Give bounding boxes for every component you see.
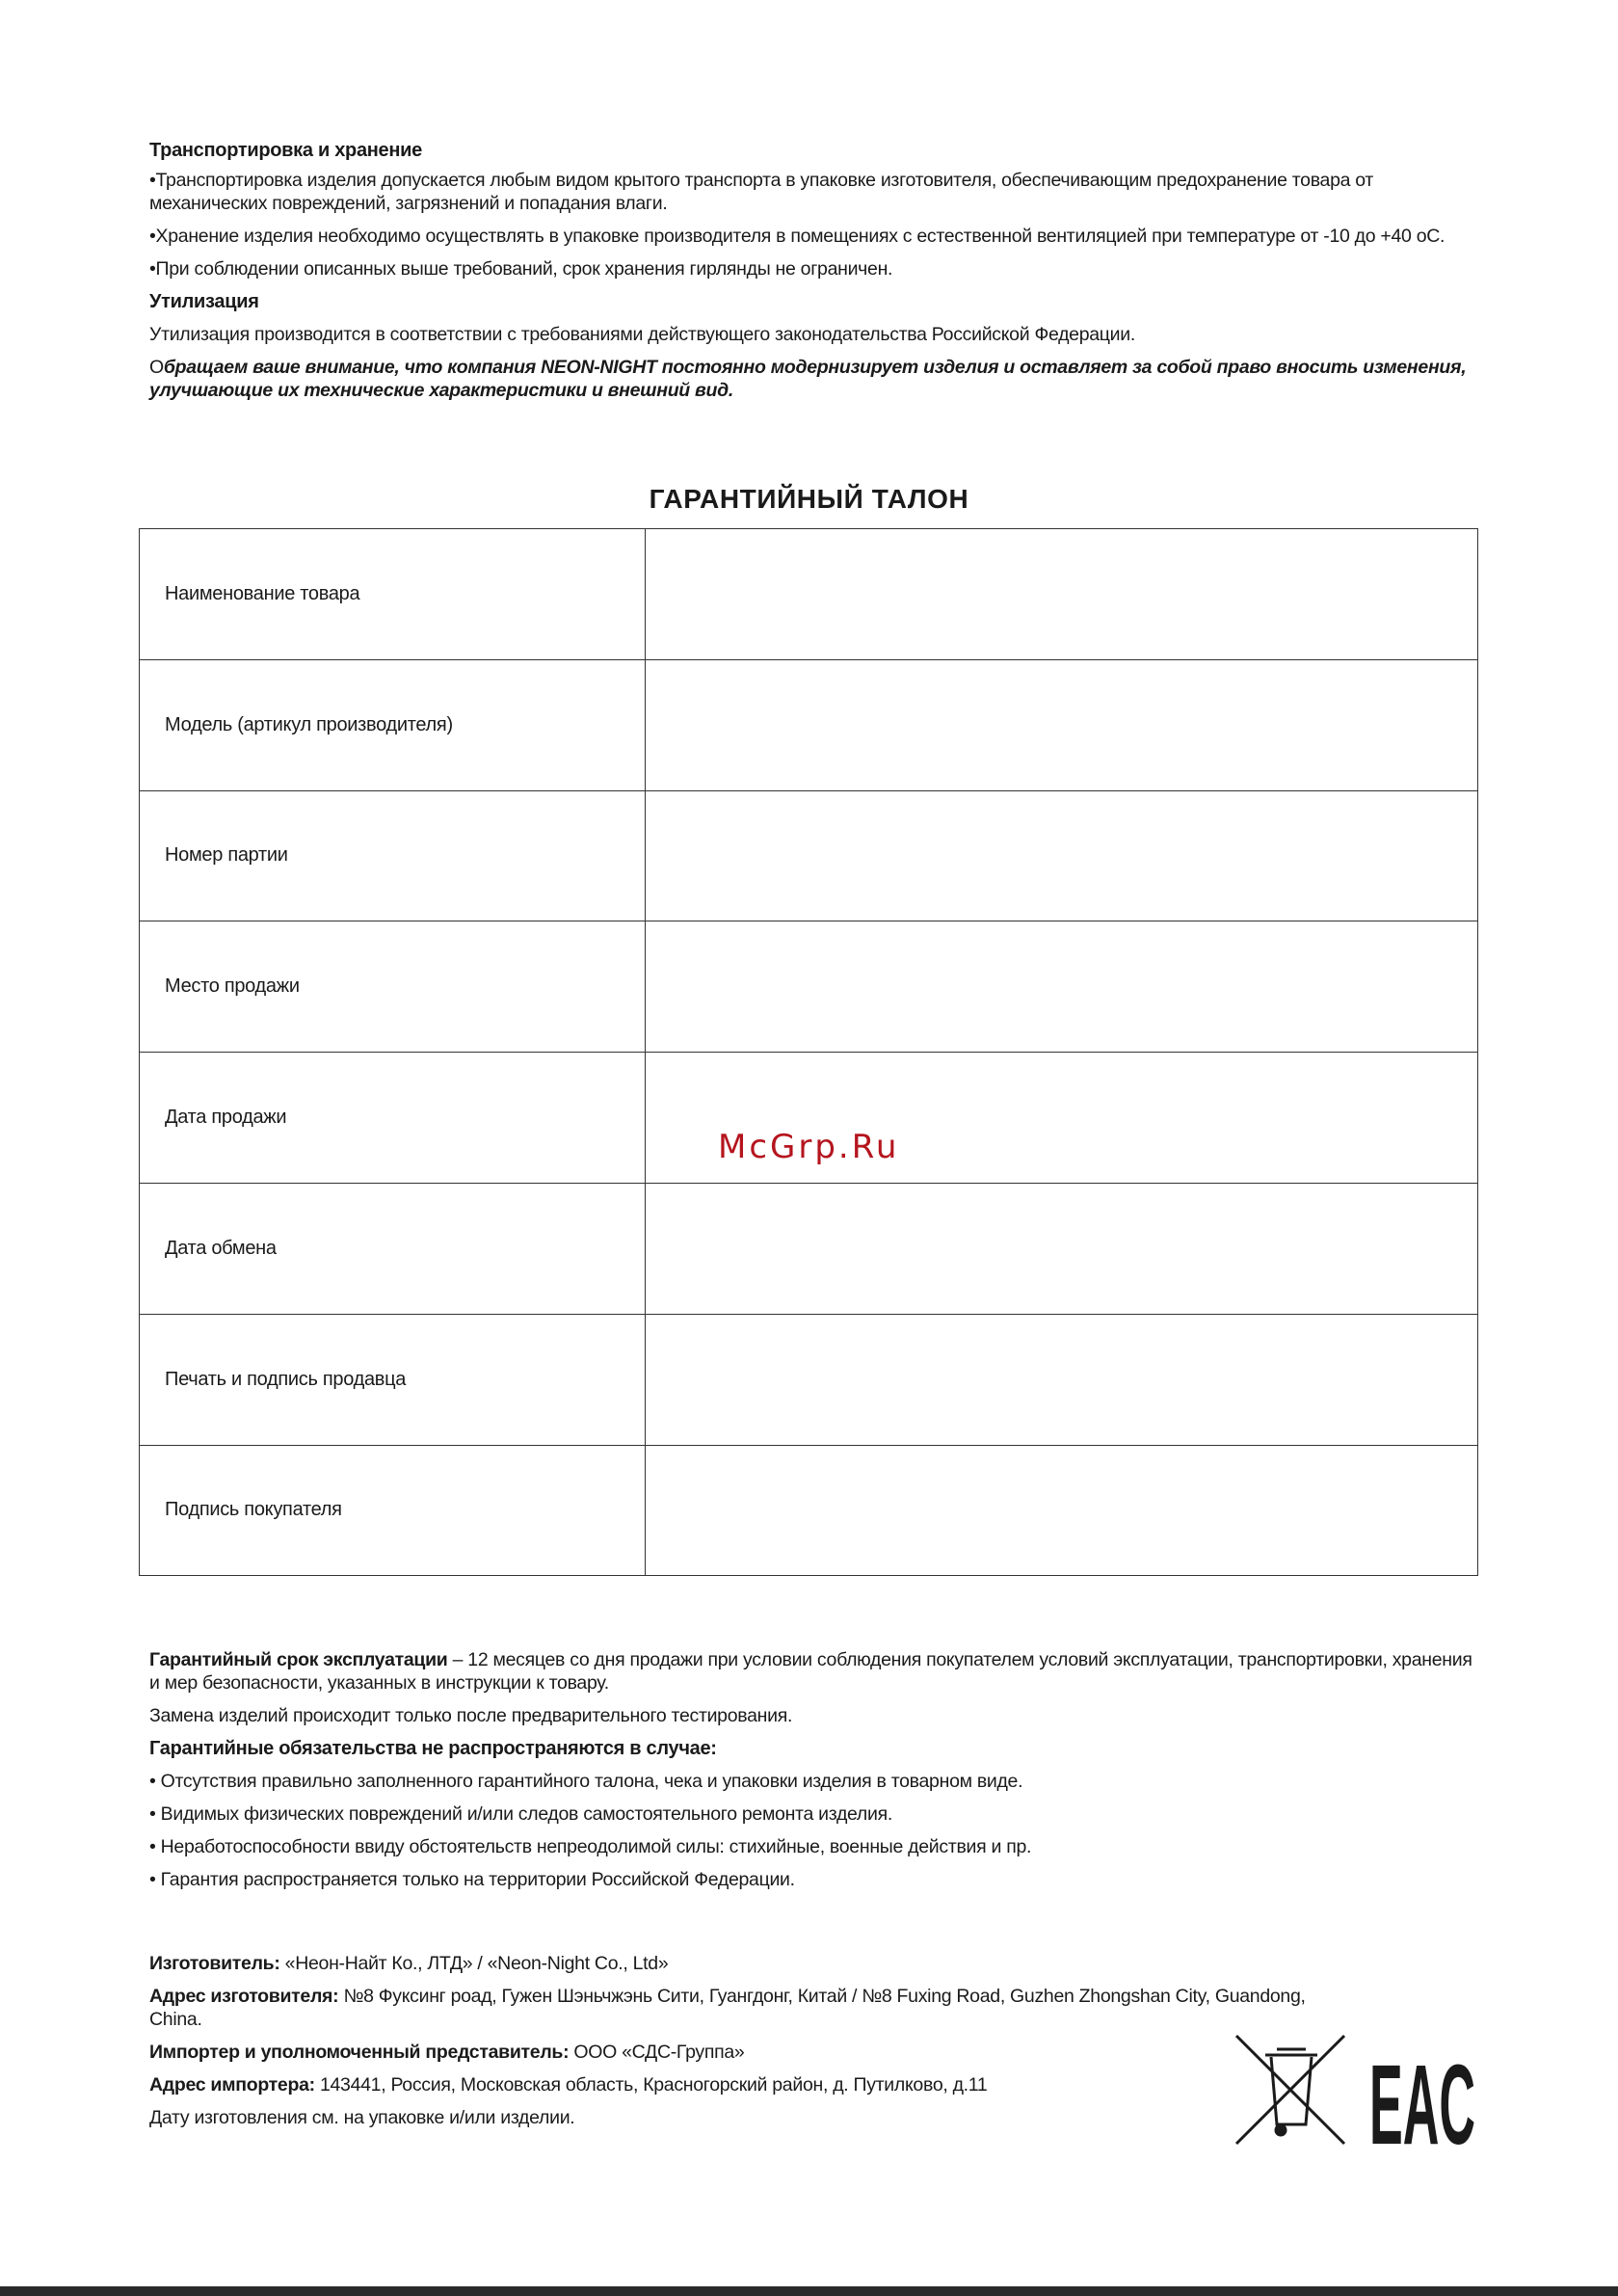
- table-row: [140, 529, 1478, 660]
- certification-marks: [1236, 2036, 1477, 2169]
- buyer-signature-field[interactable]: [646, 1445, 1478, 1576]
- row-label: Подпись покупателя: [140, 1445, 646, 1576]
- product-name-field[interactable]: [646, 529, 1478, 660]
- maker-address-label: Адрес изготовителя:: [149, 1986, 339, 2007]
- note-text: бращаем ваше внимание, что компания NEON-NIGHT постоянно модернизирует изделия и оставляет за собой право вносить изменения, улучшающие их технические характеристики и внешний вид.: [149, 357, 1467, 401]
- transport-section: [149, 139, 1479, 402]
- exchange-date-field[interactable]: [646, 1183, 1478, 1314]
- importer-address-label: Адрес импортера:: [149, 2074, 315, 2096]
- exclusion-item: • Отсутствия правильно заполненного гарантийного талона, чека и упаковки изделия в товарном виде.: [149, 1771, 1023, 1792]
- transport-item-1: •Транспортировка изделия допускается любым видом крытого транспорта в упаковке изготовителя, обеспечивающим предохранение товара от механических повреждений, загрязнений и попадания влаги.: [149, 170, 1374, 214]
- importer-value: ООО «СДС-Группа»: [569, 2042, 745, 2063]
- seller-signature-field[interactable]: [646, 1314, 1478, 1445]
- maker-label: Изготовитель:: [149, 1953, 280, 1974]
- row-label: Дата обмена: [140, 1183, 646, 1314]
- transport-heading: Транспортировка и хранение: [149, 140, 422, 161]
- warranty-period-label: Гарантийный срок эксплуатации: [149, 1649, 448, 1670]
- importer-label: Импортер и уполномоченный представитель:: [149, 2042, 570, 2063]
- row-label: Наименование товара: [140, 529, 646, 660]
- transport-item-2: •Хранение изделия необходимо осуществлять в упаковке производителя в помещениях с естественной вентиляцией при температуре от -10 до +40 оС.: [149, 226, 1446, 247]
- table-row: [140, 1445, 1478, 1576]
- exclusion-item: • Неработоспособности ввиду обстоятельств непреодолимой силы: стихийные, военные действия и пр.: [149, 1836, 1032, 1857]
- transport-item-3: •При соблюдении описанных выше требований, срок хранения гирлянды не ограничен.: [149, 258, 893, 280]
- maker-line: [149, 1952, 1344, 1975]
- crossed-out-wheelie-bin-icon: [1236, 2036, 1344, 2144]
- row-label: Печать и подпись продавца: [140, 1314, 646, 1445]
- manufacture-date-note: Дату изготовления см. на упаковке и/или изделии.: [149, 2107, 575, 2128]
- table-row: [140, 790, 1478, 921]
- eac-mark: EAC: [1369, 2042, 1475, 2169]
- warranty-card-table: [139, 528, 1478, 1576]
- maker-address-line: [149, 1985, 1344, 2031]
- table-row: [140, 1314, 1478, 1445]
- maker-value: «Неон-Найт Ко., ЛТД» / «Neon-Night Co., Ltd»: [279, 1953, 669, 1974]
- importer-address-value: 143441, Россия, Московская область, Красногорский район, д. Путилково, д.11: [314, 2074, 988, 2096]
- place-of-sale-field[interactable]: [646, 921, 1478, 1053]
- importer-address-line: [149, 2073, 1344, 2096]
- modernization-note: [149, 356, 1479, 402]
- table-row: [140, 1183, 1478, 1314]
- warranty-card-title: ГАРАНТИЙНЫЙ ТАЛОН: [649, 484, 969, 514]
- marks-svg: [1236, 2036, 1477, 2169]
- table-row: [140, 659, 1478, 790]
- note-first-letter: О: [149, 357, 164, 378]
- page-bottom-edge: [0, 2286, 1618, 2296]
- row-label: Номер партии: [140, 790, 646, 921]
- warranty-period: [149, 1648, 1479, 1695]
- warranty-terms-section: [149, 1648, 1479, 1891]
- exclusions-heading: Гарантийные обязательства не распространяются в случае:: [149, 1738, 717, 1759]
- row-label: Дата продажи: [140, 1053, 646, 1184]
- disposal-text: Утилизация производится в соответствии с требованиями действующего законодательства Российской Федерации.: [149, 324, 1135, 345]
- exclusion-item: • Видимых физических повреждений и/или следов самостоятельного ремонта изделия.: [149, 1803, 892, 1825]
- row-label: Место продажи: [140, 921, 646, 1053]
- importer-line: [149, 2041, 1344, 2064]
- disposal-heading: Утилизация: [149, 291, 259, 312]
- manufacturer-section: [149, 1952, 1344, 2129]
- row-label: Модель (артикул производителя): [140, 659, 646, 790]
- maker-address-value: №8 Фуксинг роад, Гужен Шэньчжэнь Сити, Гуангдонг, Китай / №8 Fuxing Road, Guzhen Zhongshan City, Guandong, China.: [149, 1986, 1306, 2030]
- model-field[interactable]: [646, 659, 1478, 790]
- table-row: [140, 921, 1478, 1053]
- warranty-period-text: – 12 месяцев со дня продажи при условии соблюдения покупателем условий эксплуатации, транспортировки, хранения и мер безопасности, указанных в инструкции к товару.: [149, 1649, 1472, 1694]
- exclusion-item: • Гарантия распространяется только на территории Российской Федерации.: [149, 1869, 795, 1890]
- replacement-note: Замена изделий происходит только после предварительного тестирования.: [149, 1705, 793, 1726]
- watermark: McGrp.Ru: [718, 1128, 900, 1166]
- batch-number-field[interactable]: [646, 790, 1478, 921]
